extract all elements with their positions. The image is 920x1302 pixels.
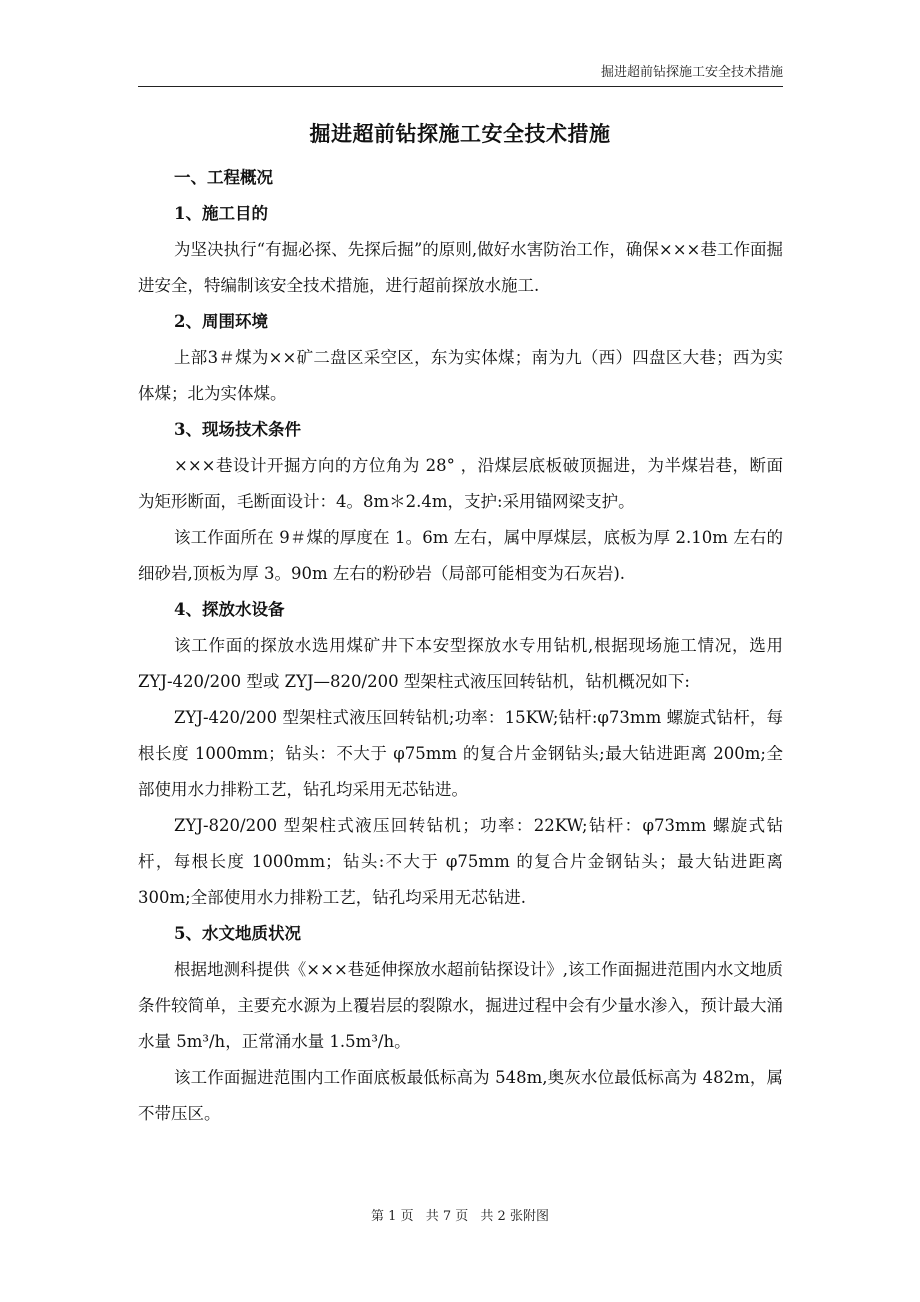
paragraph: 根据地测科提供《×××巷延伸探放水超前钻探设计》,该工作面掘进范围内水文地质条件较简单，主要充水源为上覆岩层的裂隙水，掘进过程中会有少量水渗入，预计最大涌水量 5m³/h，正常涌水量 1.5m³/h。 — [138, 960, 783, 1051]
document-title: 掘进超前钻探施工安全技术措施 — [309, 121, 611, 146]
page-footer — [0, 1205, 920, 1224]
paragraph: ×××巷设计开掘方向的方位角为 28° ，沿煤层底板破顶掘进，为半煤岩巷，断面为矩形断面，毛断面设计：4。8m＊2.4m，支护:采用锚网梁支护。 — [138, 456, 783, 511]
subsection-heading: 2、周围环境 — [174, 312, 268, 331]
paragraph: 该工作面掘进范围内工作面底板最低标高为 548m,奥灰水位最低标高为 482m，属不带压区。 — [138, 1068, 783, 1123]
paragraph: ZYJ-820/200 型架柱式液压回转钻机；功率：22KW;钻杆：φ73mm 螺旋式钻杆，每根长度 1000mm；钻头:不大于 φ75mm 的复合片金钢钻头；最大钻进距离 300m;全部使用水力排粉工艺，钻孔均采用无芯钻进. — [138, 816, 783, 907]
running-header — [138, 62, 783, 87]
subsection-heading: 3、现场技术条件 — [174, 420, 301, 439]
total-pages: 共 7 页 — [425, 1209, 469, 1224]
page-number: 第 1 页 — [371, 1209, 414, 1224]
paragraph: ZYJ-420/200 型架柱式液压回转钻机;功率：15KW;钻杆:φ73mm 螺旋式钻杆，每根长度 1000mm；钻头：不大于 φ75mm 的复合片金钢钻头;最大钻进距离 200m;全部使用水力排粉工艺，钻孔均采用无芯钻进。 — [138, 708, 783, 799]
section-heading: 一、工程概况 — [174, 168, 273, 187]
paragraph: 该工作面的探放水选用煤矿井下本安型探放水专用钻机,根据现场施工情况，选用 ZYJ-420/200 型或 ZYJ—820/200 型架柱式液压回转钻机，钻机概况如下: — [138, 636, 783, 691]
paragraph: 该工作面所在 9＃煤的厚度在 1。6m 左右，属中厚煤层，底板为厚 2.10m 左右的细砂岩,顶板为厚 3。90m 左右的粉砂岩（局部可能相变为石灰岩). — [138, 528, 783, 583]
subsection-heading: 5、水文地质状况 — [174, 924, 301, 943]
attachment-count: 共 2 张附图 — [480, 1209, 549, 1224]
document-body — [138, 160, 783, 1132]
paragraph: 为坚决执行“有掘必探、先探后掘”的原则,做好水害防治工作，确保×××巷工作面掘进安全，特编制该安全技术措施，进行超前探放水施工. — [138, 240, 783, 295]
subsection-heading: 1、施工目的 — [174, 204, 268, 223]
subsection-heading: 4、探放水设备 — [174, 600, 285, 619]
running-title: 掘进超前钻探施工安全技术措施 — [600, 65, 783, 80]
paragraph: 上部3＃煤为××矿二盘区采空区，东为实体煤；南为九（西）四盘区大巷；西为实体煤；北为实体煤。 — [138, 348, 783, 403]
